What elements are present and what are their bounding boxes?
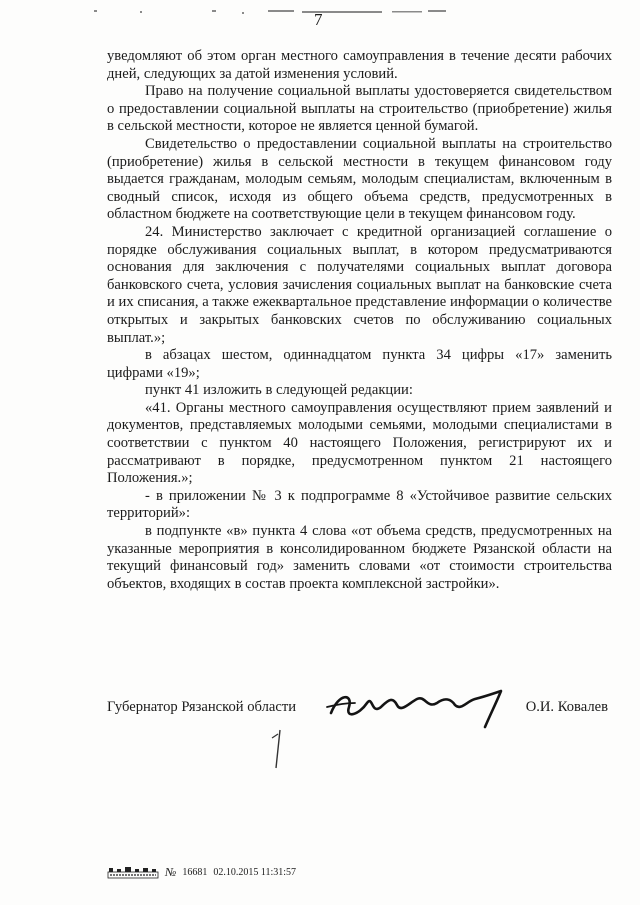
paragraph: в абзацах шестом, одиннадцатом пункта 34 цифры «17» заменить цифрами «19»; [107,347,612,381]
signatory-role: Губернатор Рязанской области [107,699,297,715]
document-body [107,48,612,593]
handwritten-signature [325,685,510,731]
paragraph: Свидетельство о предоставлении социальной выплаты на строительство (приобретение) жилья в сельской местности в текущем финансовом году выдается гражданам, молодым семьям, молодым специалистам, включенным в сводный список, исходя из общего объема средств, предусмотренных в областном бюджете на соответствующие цели в текущем финансовом году. [107,135,612,223]
paragraph: в подпункте «в» пункта 4 слова «от объема средств, предусмотренных на указанные мероприятия в консолидированном бюджете Рязанской области на текущий финансовый год» заменить словами «от стоимости строительства объектов, входящих в состав проекта комплексной застройки». [107,523,612,592]
signature-block [107,689,612,739]
paragraph: Право на получение социальной выплаты удостоверяется свидетельством о предоставлении социальной выплаты на строительство (приобретение) жилья в сельской местности, которое не является ценной бумагой. [107,83,612,135]
scan-artifact-marks [92,8,472,18]
pen-marks [262,728,302,798]
paragraph: пункт 41 изложить в следующей редакции: [145,382,413,399]
page-number: 7 [314,10,323,29]
registration-number-symbol: № [165,865,177,879]
registration-stamp [107,865,296,880]
paragraph: «41. Органы местного самоуправления осуществляют прием заявлений и документов, представляемых молодыми семьями, молодыми специалистами в соответствии с пунктом 40 настоящего Положения, регистрируют их и рассматривают в порядке, предусмотренном пунктом 21 настоящего Положения.»; [107,399,612,487]
signatory-name: О.И. Ковалев [525,699,608,715]
paragraph: уведомляют об этом орган местного самоуправления в течение десяти рабочих дней, следующих за датой изменения условий. [107,48,612,82]
registration-number: 16681 [182,867,208,878]
registry-logo-icon [107,866,159,880]
paragraph: - в приложении № 3 к подпрограмме 8 «Устойчивое развитие сельских территорий»: [107,487,612,522]
registration-datetime: 02.10.2015 11:31:57 [213,867,297,878]
paragraph: 24. Министерство заключает с кредитной организацией соглашение о порядке обслуживания социальных выплат, в котором предусматриваются основания для заключения с получателями социальных выплат договора банковского счета, условия зачисления социальных выплат на банковские счета и их списания, а также ежеквартальное представление информации о количестве открытых и закрытых банковских счетов по обслуживанию социальных выплат.»; [107,223,612,346]
